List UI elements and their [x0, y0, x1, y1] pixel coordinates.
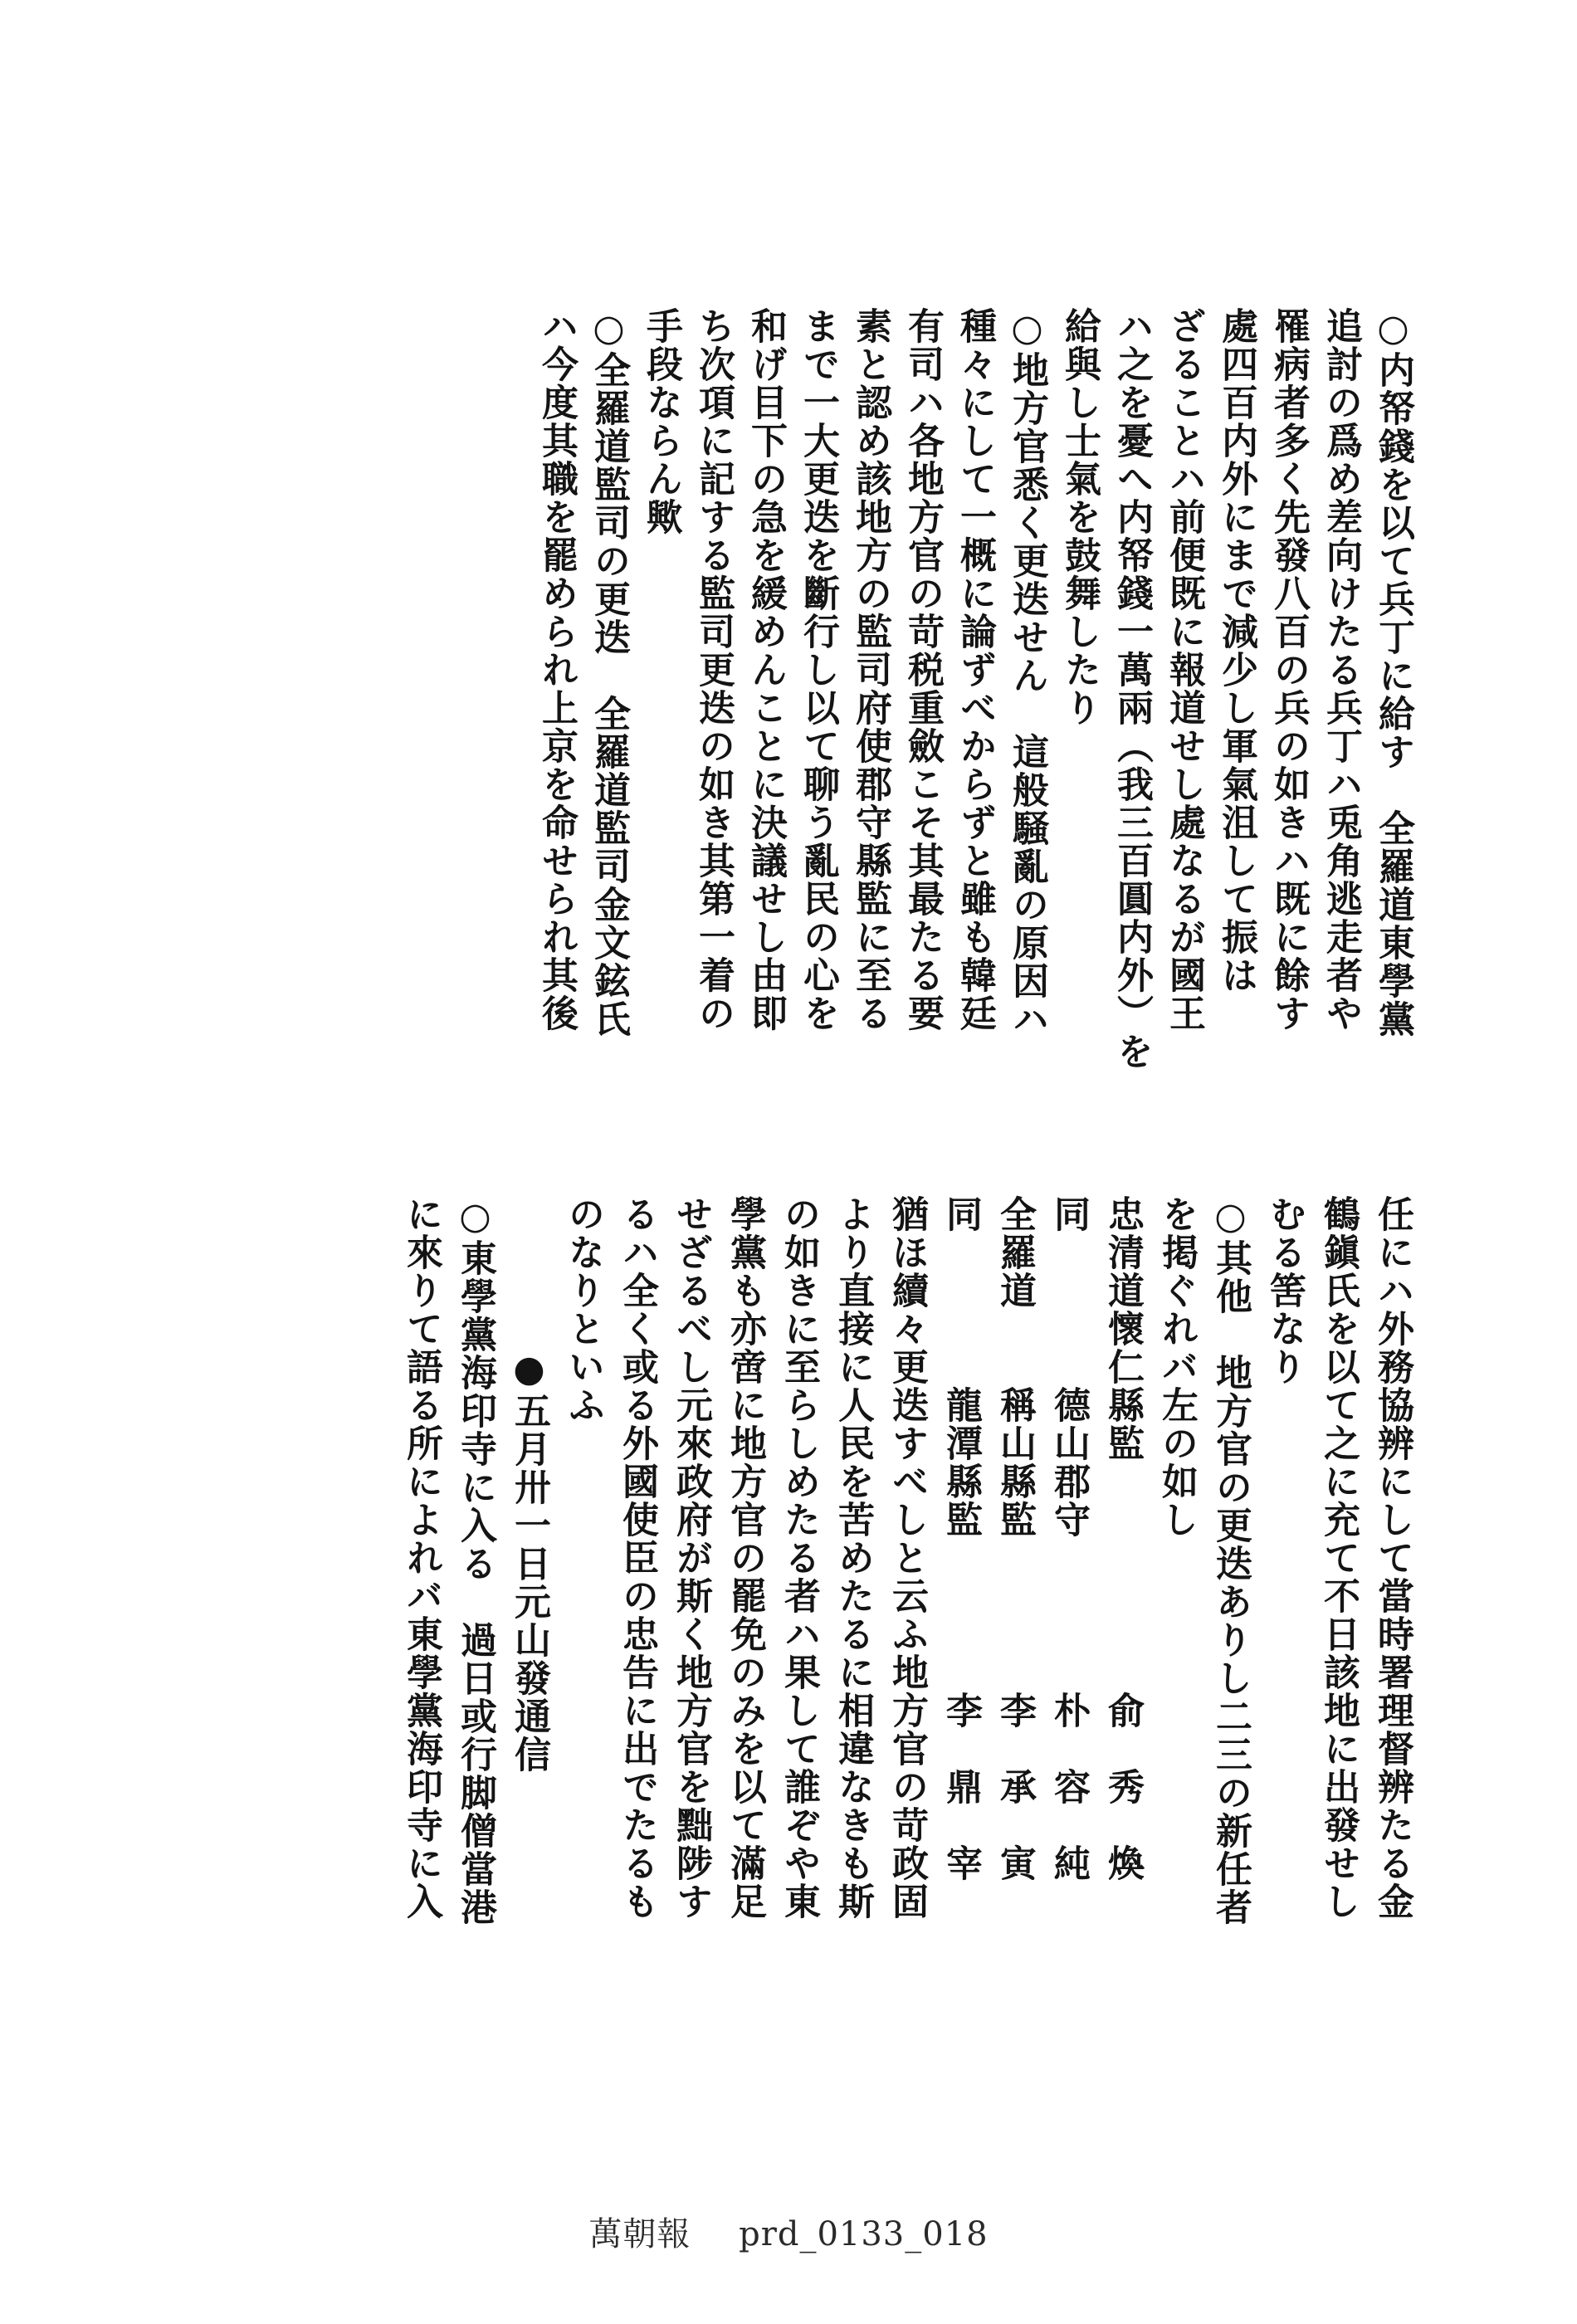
text-column: 同 龍潭縣監 李 鼎 宰 [940, 1195, 982, 1882]
text-column: 追討の爲め差向けたる兵丁ハ兎角逃走者や [1320, 307, 1362, 1033]
text-column: 忠清道懷仁縣監 俞 秀 煥 [1101, 1195, 1144, 1882]
text-column: ○其他 地方官の更迭ありし二三の新任者 [1209, 1195, 1252, 1926]
text-column: 罹病者多く先發八百の兵の如きハ既に餘す [1267, 307, 1310, 1033]
text-column: ち次項に記する監司更迭の如き其第一着の [692, 307, 735, 1033]
text-column: るハ全く或る外國使臣の忠告に出でたるも [616, 1195, 658, 1921]
text-column: 處四百内外にまで減少し軍氣沮して振は [1215, 307, 1257, 994]
text-column: より直接に人民を苦めたるに相違なきも斯 [832, 1195, 874, 1921]
text-column: ○内帑錢を以て兵丁に給す 全羅道東學黨 [1372, 307, 1414, 1038]
text-column: 鶴鎭氏を以て之に充て不日該地に出發せし [1317, 1195, 1360, 1921]
text-column: ○地方官悉く更迭せん 這般騒亂の原因ハ [1006, 307, 1048, 1038]
upper-article-block [290, 307, 1419, 1141]
text-column: ハ今度其職を罷められ上京を命せられ其後 [535, 307, 578, 1033]
text-column: の如きに至らしめたる者ハ果して誰ぞや東 [778, 1195, 820, 1921]
source-label: 萬朝報 [588, 2215, 691, 2253]
text-column: ハ之を憂へ内帑錢一萬兩（我三百圓内外）を [1111, 307, 1153, 1071]
text-column: むる筈なり [1263, 1195, 1306, 1386]
text-column: 種々にして一概に論ずべからずと雖も韓廷 [954, 307, 996, 1033]
lower-article-block [290, 1195, 1419, 2075]
text-column: まで一大更迭を斷行し以て聊う亂民の心を [797, 307, 839, 1033]
text-column: 學黨も亦啻に地方官の罷免のみを以て滿足 [724, 1195, 766, 1921]
text-column: 有司ハ各地方官の苛税重斂こそ其最たる要 [901, 307, 944, 1033]
text-column: 給與し士氣を鼓舞したり [1058, 307, 1101, 727]
text-column: 同 德山郡守 朴 容 純 [1047, 1195, 1090, 1882]
text-column: ●五月卅一日元山發通信 [508, 1195, 550, 1774]
text-column: に來りて語る所によれバ東學黨海印寺に入 [400, 1195, 442, 1921]
text-column: せざるべし元來政府が斯く地方官を黜陟す [670, 1195, 712, 1921]
text-column: 和げ目下の急を緩めんことに決議せし由即 [745, 307, 787, 1033]
page-id-label: prd_0133_018 [739, 2215, 989, 2253]
text-column: 手段ならん歟 [640, 307, 682, 536]
text-column: 猶ほ續々更迭すべしと云ふ地方官の苛政固 [886, 1195, 928, 1921]
text-column: を掲ぐれバ左の如し [1155, 1195, 1198, 1539]
text-column: ざることハ前便既に報道せし處なるが國王 [1163, 307, 1205, 1033]
text-column: 素と認め該地方の監司府使郡守縣監に至る [849, 307, 891, 1033]
page-footer [0, 2208, 1577, 2255]
text-column: のなりといふ [562, 1195, 604, 1424]
text-column: ○全羅道監司の更迭 全羅道監司金文鉉氏 [588, 307, 630, 1038]
text-column: ○東學黨海印寺に入る 過日或行脚僧當港 [454, 1195, 496, 1926]
text-column: 全羅道 稱山縣監 李 承 寅 [994, 1195, 1036, 1882]
text-column: 任にハ外務協辨にして當時署理督辨たる金 [1371, 1195, 1413, 1921]
